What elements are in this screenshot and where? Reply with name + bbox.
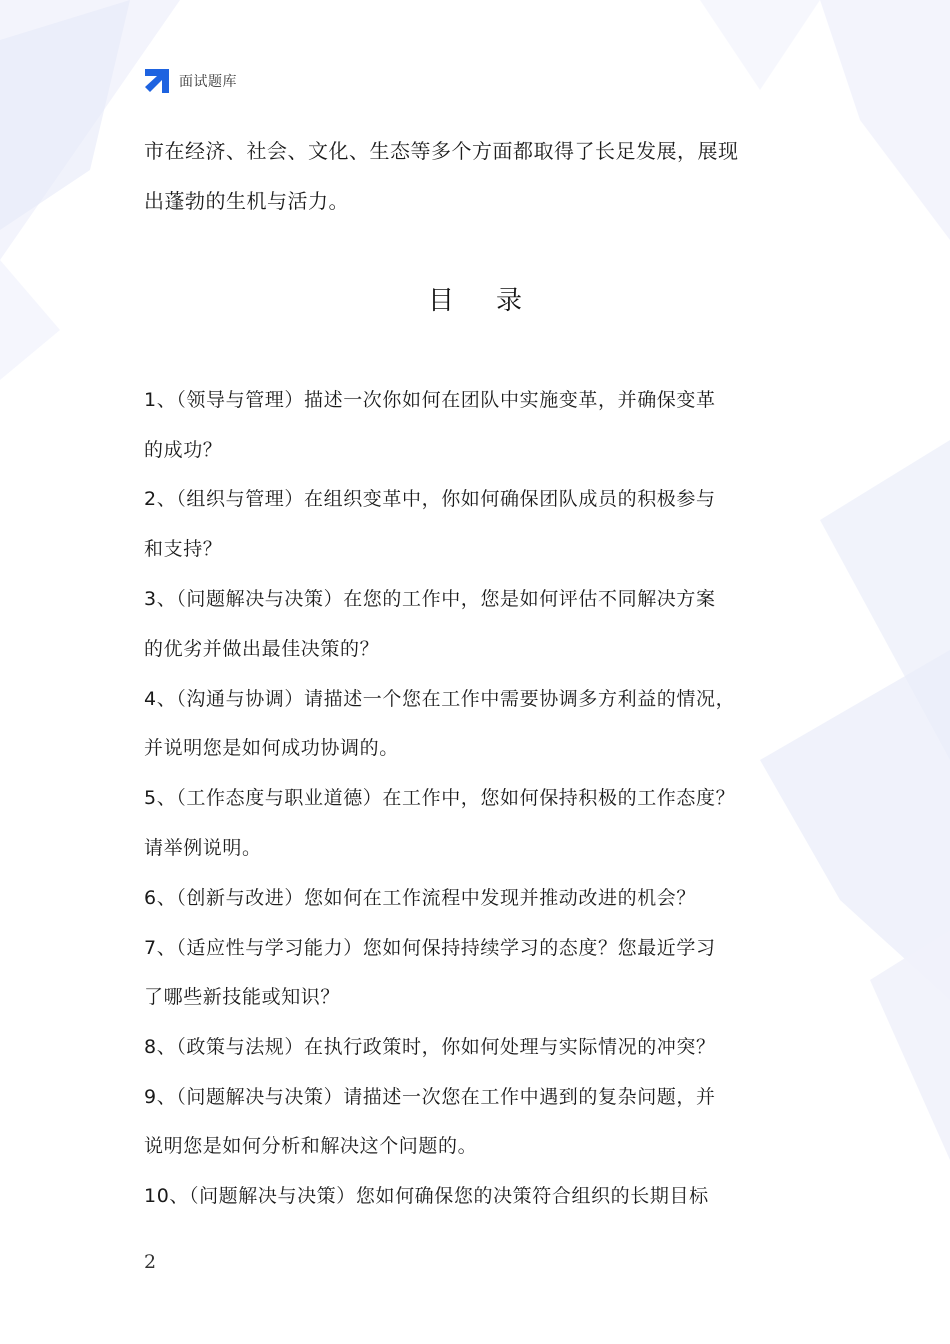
toc-line: 和支持？: [144, 538, 223, 560]
toc-title: 目录: [427, 286, 564, 316]
toc-line: 的成功？: [144, 439, 223, 461]
arrow-up-right-icon: [143, 67, 171, 95]
document-header: [143, 66, 237, 96]
toc-line: 1、（领导与管理）描述一次你如何在团队中实施变革，并确保变革: [144, 389, 716, 411]
toc-line: 并说明您是如何成功协调的。: [144, 737, 399, 759]
toc-line: 7、（适应性与学习能力）您如何保持持续学习的态度？您最近学习: [144, 937, 716, 959]
toc-line: 2、（组织与管理）在组织变革中，你如何确保团队成员的积极参与: [144, 488, 716, 510]
header-title: 面试题库: [179, 74, 237, 90]
toc-line: 的优劣并做出最佳决策的？: [144, 638, 380, 660]
page-number: 2: [144, 1251, 157, 1273]
toc-line: 3、（问题解决与决策）在您的工作中，您是如何评估不同解决方案: [144, 588, 716, 610]
intro-line: 出蓬勃的生机与活力。: [144, 189, 349, 213]
toc-line: 请举例说明。: [144, 837, 262, 859]
toc-line: 9、（问题解决与决策）请描述一次您在工作中遇到的复杂问题，并: [144, 1086, 716, 1108]
toc-line: 4、（沟通与协调）请描述一个您在工作中需要协调多方利益的情况，: [144, 688, 736, 710]
toc-line: 了哪些新技能或知识？: [144, 986, 341, 1008]
toc-line: 5、（工作态度与职业道德）在工作中，您如何保持积极的工作态度？: [144, 787, 736, 809]
toc-line: 6、（创新与改进）您如何在工作流程中发现并推动改进的机会？: [144, 887, 696, 909]
toc-line: 10、（问题解决与决策）您如何确保您的决策符合组织的长期目标: [144, 1185, 709, 1207]
toc-line: 8、（政策与法规）在执行政策时，你如何处理与实际情况的冲突？: [144, 1036, 716, 1058]
toc-line: 说明您是如何分析和解决这个问题的。: [144, 1135, 478, 1157]
intro-line: 市在经济、社会、文化、生态等多个方面都取得了长足发展，展现: [144, 139, 739, 163]
